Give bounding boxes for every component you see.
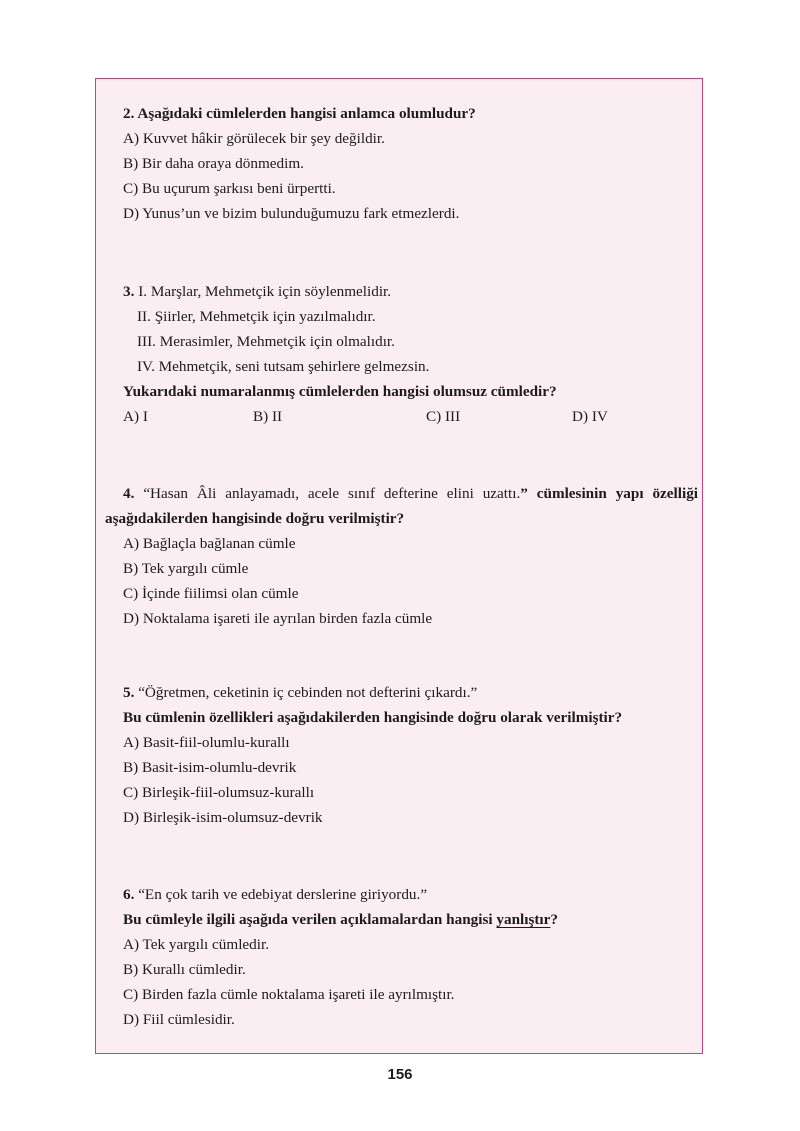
question-mark: ? <box>550 911 558 928</box>
question-4-stem-line-1 <box>123 481 698 506</box>
question-6 <box>123 882 698 1032</box>
question-5-stem: Bu cümlenin özellikleri aşağıdakilerden hangisinde doğru olarak verilmiştir? <box>123 709 623 726</box>
question-3-item-3: III. Merasimler, Mehmetçik için olmalıdır. <box>137 333 395 350</box>
question-number: 2. <box>123 105 135 122</box>
question-5-quote-line <box>123 680 698 705</box>
option-d: D) Yunus’un ve bizim bulunduğumuzu fark etmezlerdi. <box>123 205 460 222</box>
question-6-stem <box>123 907 698 932</box>
question-number: 4. <box>123 485 135 502</box>
option-a: A) I <box>123 408 148 425</box>
question-3-options <box>123 404 698 429</box>
question-4-stem-line-2: aşağıdakilerden hangisinde doğru verilmiştir? <box>105 510 405 527</box>
page-number: 156 <box>387 1066 413 1083</box>
question-6-quote-line <box>123 882 698 907</box>
question-3-item-2: II. Şiirler, Mehmetçik için yazılmalıdır. <box>137 308 376 325</box>
option-b: B) Kurallı cümledir. <box>123 961 246 978</box>
question-3-stem: Yukarıdaki numaralanmış cümlelerden hangisi olumsuz cümledir? <box>123 383 557 400</box>
option-b: B) II <box>253 408 283 425</box>
option-c: C) III <box>426 408 461 425</box>
question-quote: “Hasan Âli anlayamadı, acele sınıf defterine elini uzattı. <box>143 485 521 502</box>
option-a: A) Bağlaçla bağlanan cümle <box>123 535 296 552</box>
question-3-item-1 <box>123 279 698 304</box>
question-text: ” cümlesinin yapı özelliği <box>520 485 699 502</box>
option-b: B) Bir daha oraya dönmedim. <box>123 155 304 172</box>
question-2 <box>123 101 698 226</box>
option-b: B) Basit-isim-olumlu-devrik <box>123 759 297 776</box>
option-a: A) Basit-fiil-olumlu-kurallı <box>123 734 290 751</box>
question-2-stem <box>123 101 698 126</box>
item-text: I. Marşlar, Mehmetçik için söylenmelidir. <box>138 283 392 300</box>
question-text: Aşağıdaki cümlelerden hangisi anlamca olumludur? <box>137 105 476 122</box>
question-3 <box>123 279 698 429</box>
option-d: D) Fiil cümlesidir. <box>123 1011 235 1028</box>
option-c: C) Birden fazla cümle noktalama işareti ile ayrılmıştır. <box>123 986 455 1003</box>
option-d: D) IV <box>572 408 608 425</box>
option-c: C) Birleşik-fiil-olumsuz-kurallı <box>123 784 315 801</box>
option-d: D) Birleşik-isim-olumsuz-devrik <box>123 809 323 826</box>
option-a: A) Kuvvet hâkir görülecek bir şey değildir. <box>123 130 385 147</box>
option-b: B) Tek yargılı cümle <box>123 560 249 577</box>
question-number: 3. <box>123 283 135 300</box>
question-number: 5. <box>123 684 135 701</box>
option-d: D) Noktalama işareti ile ayrılan birden fazla cümle <box>123 610 433 627</box>
question-5 <box>123 680 698 830</box>
question-quote: “Öğretmen, ceketinin iç cebinden not defterini çıkardı.” <box>138 684 478 701</box>
question-number: 6. <box>123 886 135 903</box>
question-text: Bu cümleyle ilgili aşağıda verilen açıklamalardan hangisi <box>123 911 497 928</box>
question-quote: “En çok tarih ve edebiyat derslerine giriyordu.” <box>138 886 428 903</box>
option-a: A) Tek yargılı cümledir. <box>123 936 269 953</box>
option-c: C) İçinde fiilimsi olan cümle <box>123 585 299 602</box>
underlined-word: yanlıştır <box>496 911 551 928</box>
question-3-item-4: IV. Mehmetçik, seni tutsam şehirlere gelmezsin. <box>137 358 430 375</box>
question-4 <box>105 481 699 631</box>
option-c: C) Bu uçurum şarkısı beni ürpertti. <box>123 180 336 197</box>
